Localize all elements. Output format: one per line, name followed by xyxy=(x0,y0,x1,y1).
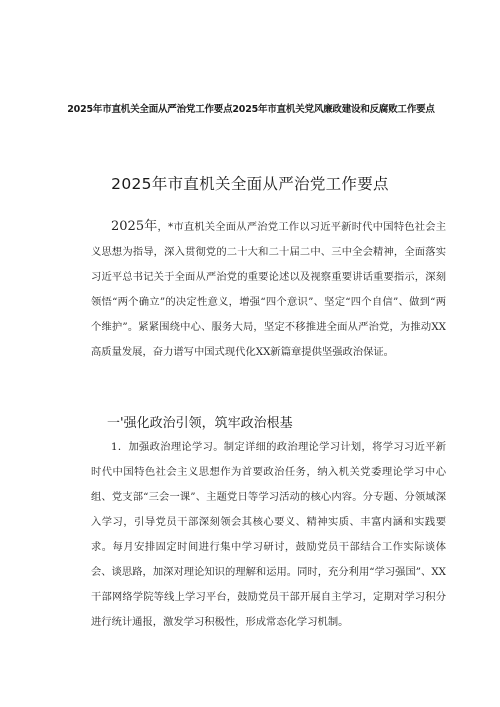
document-title: 2025年市直机关全面从严治党工作要点 xyxy=(111,175,389,193)
section-paragraph-text: 1．加强政治理论学习。制定详细的政治理论学习计划，将学习习近平新时代中国特色社会主义思想作为首要政治任务，纳入机关党委理论学习中心组、党支部“三会一课”、主题党日等学习活动的核心内容。分专题、分领域深入学习，引导党员干部深刻领会其核心要义、精神实质、丰富内涵和实践要求。每月安排固定时间进行集中学习研讨，鼓励党员干部结合工作实际谈体会、谈思路，加深对理论知识的理解和运用。同时，充分利用“学习强国”、XX干部网络学院等线上学习平台，鼓励党员干部开展自主学习，定期对学习积分进行统计通报，激发学习积极性，形成常态化学习机制。 xyxy=(91,441,446,628)
intro-lead-year: 2025年 xyxy=(111,219,158,234)
section-paragraph xyxy=(91,435,446,635)
document-header: 2025年市直机关全面从严治党工作要点2025年市直机关党风廉政建设和反腐败工作要点 xyxy=(67,104,435,115)
intro-text: ，*市直机关全面从严治党工作以习近平新时代中国特色社会主义思想为指导，深入贯彻党的二十大和二十届二中、三中全会精神，全面落实习近平总书记关于全面从严治党的重要论述以及视察重要讲话重要指示，深刻领悟“两个确立”的决定性意义，增强“四个意识”、坚定“四个自信”、做到“两个维护”。紧紧围绕中心、服务大局，坚定不移推进全面从严治党，为推动XX高质量发展，奋力谱写中国式现代化XX新篇章提供坚强政治保证。 xyxy=(91,221,446,358)
section-heading: 一'强化政治引领，筑牢政治根基 xyxy=(107,416,293,431)
intro-paragraph xyxy=(91,214,446,365)
